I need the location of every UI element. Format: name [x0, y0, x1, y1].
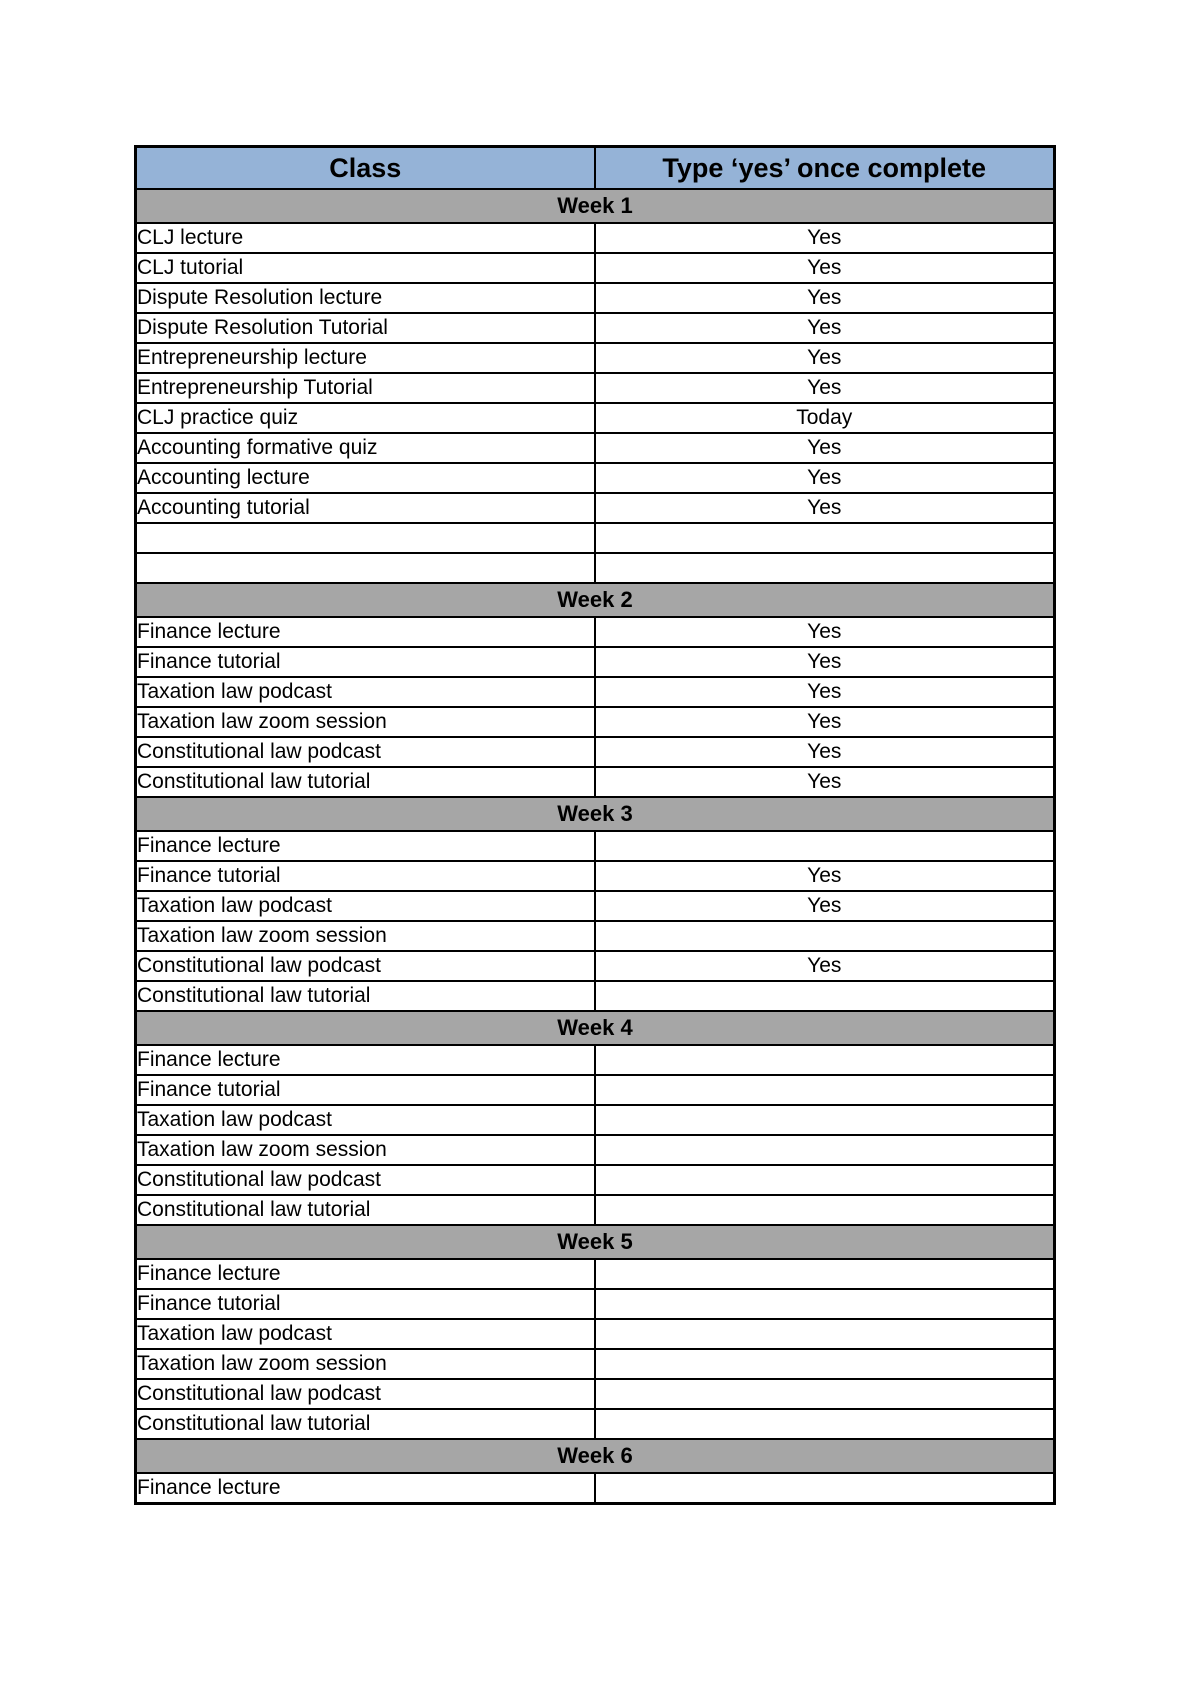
week-title: Week 3 [136, 797, 1055, 831]
table-row [136, 1135, 1055, 1165]
class-cell[interactable]: Taxation law zoom session [136, 707, 595, 737]
class-cell[interactable]: Constitutional law podcast [136, 1379, 595, 1409]
table-row [136, 463, 1055, 493]
week-header-row [136, 797, 1055, 831]
table-row [136, 313, 1055, 343]
status-cell[interactable] [595, 1259, 1055, 1289]
status-cell[interactable]: Yes [595, 891, 1055, 921]
status-cell[interactable] [595, 831, 1055, 861]
class-cell[interactable]: CLJ lecture [136, 223, 595, 253]
class-cell[interactable] [136, 523, 595, 553]
class-cell[interactable]: Finance tutorial [136, 861, 595, 891]
status-cell[interactable] [595, 1045, 1055, 1075]
status-cell[interactable]: Yes [595, 313, 1055, 343]
class-column-header: Class [136, 147, 595, 190]
class-cell[interactable]: Finance tutorial [136, 1075, 595, 1105]
class-cell[interactable]: CLJ tutorial [136, 253, 595, 283]
table-row [136, 283, 1055, 313]
table-row [136, 1349, 1055, 1379]
class-cell[interactable]: Taxation law zoom session [136, 1135, 595, 1165]
class-cell[interactable]: Taxation law podcast [136, 1319, 595, 1349]
table-row [136, 1075, 1055, 1105]
class-cell[interactable]: Taxation law zoom session [136, 921, 595, 951]
class-cell[interactable]: CLJ practice quiz [136, 403, 595, 433]
class-cell[interactable]: Dispute Resolution lecture [136, 283, 595, 313]
class-cell[interactable]: Constitutional law tutorial [136, 1195, 595, 1225]
status-cell[interactable] [595, 1135, 1055, 1165]
status-cell[interactable] [595, 921, 1055, 951]
class-cell[interactable]: Dispute Resolution Tutorial [136, 313, 595, 343]
table-row [136, 981, 1055, 1011]
status-cell[interactable] [595, 553, 1055, 583]
table-row [136, 493, 1055, 523]
class-cell[interactable] [136, 553, 595, 583]
status-cell[interactable]: Yes [595, 493, 1055, 523]
table-row [136, 373, 1055, 403]
table-row [136, 1409, 1055, 1439]
class-cell[interactable]: Constitutional law tutorial [136, 767, 595, 797]
class-cell[interactable]: Constitutional law podcast [136, 1165, 595, 1195]
status-cell[interactable] [595, 1473, 1055, 1504]
class-cell[interactable]: Accounting tutorial [136, 493, 595, 523]
table-row [136, 1319, 1055, 1349]
status-cell[interactable] [595, 1379, 1055, 1409]
class-cell[interactable]: Finance lecture [136, 831, 595, 861]
week-header-row [136, 1439, 1055, 1473]
table-row [136, 1289, 1055, 1319]
table-row [136, 343, 1055, 373]
class-cell[interactable]: Finance lecture [136, 1045, 595, 1075]
table-row [136, 1045, 1055, 1075]
status-cell[interactable]: Yes [595, 677, 1055, 707]
class-cell[interactable]: Accounting formative quiz [136, 433, 595, 463]
class-completion-table [134, 145, 1056, 1505]
table-row [136, 1105, 1055, 1135]
class-cell[interactable]: Finance lecture [136, 1259, 595, 1289]
table-row [136, 737, 1055, 767]
class-cell[interactable]: Constitutional law tutorial [136, 1409, 595, 1439]
table-row [136, 223, 1055, 253]
status-cell[interactable] [595, 1165, 1055, 1195]
status-cell[interactable]: Yes [595, 617, 1055, 647]
status-cell[interactable]: Yes [595, 373, 1055, 403]
status-column-header: Type ‘yes’ once complete [595, 147, 1055, 190]
table-row [136, 891, 1055, 921]
table-row [136, 403, 1055, 433]
status-cell[interactable]: Yes [595, 767, 1055, 797]
table-row [136, 1379, 1055, 1409]
class-cell[interactable]: Accounting lecture [136, 463, 595, 493]
class-cell[interactable]: Entrepreneurship Tutorial [136, 373, 595, 403]
status-cell[interactable]: Yes [595, 861, 1055, 891]
class-cell[interactable]: Entrepreneurship lecture [136, 343, 595, 373]
class-cell[interactable]: Finance lecture [136, 617, 595, 647]
status-cell[interactable]: Yes [595, 707, 1055, 737]
status-cell[interactable] [595, 1409, 1055, 1439]
status-cell[interactable] [595, 523, 1055, 553]
table-row [136, 677, 1055, 707]
class-cell[interactable]: Finance lecture [136, 1473, 595, 1504]
table-row [136, 253, 1055, 283]
status-cell[interactable]: Yes [595, 433, 1055, 463]
status-cell[interactable] [595, 1319, 1055, 1349]
week-title: Week 6 [136, 1439, 1055, 1473]
status-cell[interactable] [595, 1105, 1055, 1135]
week-title: Week 5 [136, 1225, 1055, 1259]
class-cell[interactable]: Taxation law podcast [136, 1105, 595, 1135]
table-row [136, 433, 1055, 463]
table-row [136, 831, 1055, 861]
status-cell[interactable] [595, 1075, 1055, 1105]
class-cell[interactable]: Taxation law podcast [136, 891, 595, 921]
week-header-row [136, 1011, 1055, 1045]
table-row [136, 647, 1055, 677]
table-row [136, 1165, 1055, 1195]
class-cell[interactable]: Constitutional law podcast [136, 951, 595, 981]
table-row [136, 861, 1055, 891]
status-cell[interactable] [595, 981, 1055, 1011]
week-header-row [136, 583, 1055, 617]
week-header-row [136, 189, 1055, 223]
table-row [136, 707, 1055, 737]
table-row [136, 921, 1055, 951]
status-cell[interactable]: Yes [595, 463, 1055, 493]
table-row [136, 767, 1055, 797]
status-cell[interactable] [595, 1289, 1055, 1319]
table-row [136, 617, 1055, 647]
table-row [136, 553, 1055, 583]
class-cell[interactable]: Finance tutorial [136, 647, 595, 677]
week-title: Week 1 [136, 189, 1055, 223]
week-title: Week 2 [136, 583, 1055, 617]
week-header-row [136, 1225, 1055, 1259]
table-row [136, 1195, 1055, 1225]
status-cell[interactable]: Yes [595, 737, 1055, 767]
status-cell[interactable]: Yes [595, 343, 1055, 373]
class-cell[interactable]: Constitutional law tutorial [136, 981, 595, 1011]
status-cell[interactable] [595, 1349, 1055, 1379]
class-cell[interactable]: Constitutional law podcast [136, 737, 595, 767]
status-cell[interactable]: Yes [595, 647, 1055, 677]
status-cell[interactable] [595, 1195, 1055, 1225]
table-row [136, 951, 1055, 981]
table-row [136, 523, 1055, 553]
class-cell[interactable]: Finance tutorial [136, 1289, 595, 1319]
table-row [136, 1259, 1055, 1289]
status-cell[interactable]: Yes [595, 253, 1055, 283]
status-cell[interactable]: Yes [595, 951, 1055, 981]
week-title: Week 4 [136, 1011, 1055, 1045]
class-cell[interactable]: Taxation law zoom session [136, 1349, 595, 1379]
status-cell[interactable]: Yes [595, 223, 1055, 253]
table-row [136, 1473, 1055, 1504]
header-row [136, 147, 1055, 190]
status-cell[interactable]: Yes [595, 283, 1055, 313]
class-cell[interactable]: Taxation law podcast [136, 677, 595, 707]
table-body [136, 189, 1055, 1504]
status-cell[interactable]: Today [595, 403, 1055, 433]
